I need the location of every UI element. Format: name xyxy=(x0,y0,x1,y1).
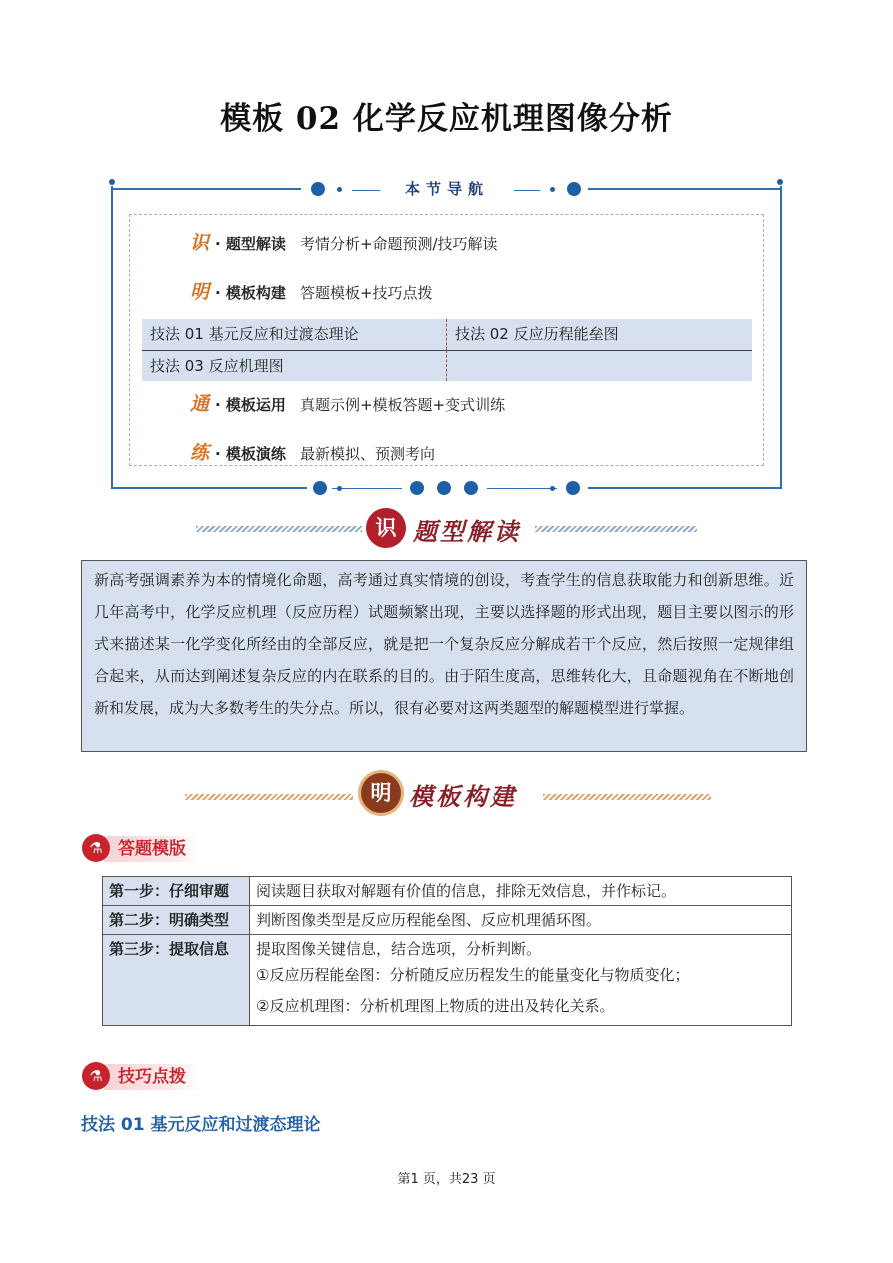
nav-bottom-rule-right xyxy=(487,488,557,489)
seal-icon: 明 xyxy=(361,773,401,813)
step-desc: 提取图像关键信息，结合选项，分析判断。 xyxy=(256,940,542,958)
nav-row-desc: 考情分析+命题预测/技巧解读 xyxy=(299,235,498,253)
banner-interpret xyxy=(0,504,893,552)
technique-item-02[interactable]: 技法 02 反应历程能垒图 xyxy=(447,319,752,350)
intro-text: 新高考强调素养为本的情境化命题，高考通过真实情境的创设，考查学生的信息获取能力和创新思维。近几年高考中，化学反应机理（反应历程）试题频繁出现，主要以选择题的形式出现，题目主要以图示的形式来描述某一化学变化所经由的全部反应，就是把一个复杂反应分解成若干个反应，然后按照一定规律组合起来，从而达到阐述复杂反应的内在联系的目的。由于陌生度高，思维转化大，且命题视角在不断地创新和发展，成为大多数考生的失分点。所以，很有必要对这两类题型的解题模型进行掌握。 xyxy=(94,571,794,717)
nav-heading: 本节导航 xyxy=(380,178,514,199)
nav-row-desc: 真题示例+模板答题+变式训练 xyxy=(299,396,506,414)
dot-icon xyxy=(550,486,555,491)
seal-icon: 识 xyxy=(366,508,406,548)
banner-stripe xyxy=(185,794,353,800)
nav-char: 通 xyxy=(190,393,210,415)
dot-icon xyxy=(437,481,451,495)
step-name: 第二步：明确类型 xyxy=(103,906,250,935)
nav-row-desc: 答题模板+技巧点拨 xyxy=(299,284,433,302)
corner-dot-icon xyxy=(777,179,783,185)
dot-icon xyxy=(313,481,327,495)
nav-row-desc: 最新模拟、预测考向 xyxy=(299,445,435,463)
banner-build xyxy=(0,768,893,816)
technique-item-01[interactable]: 技法 01 基元反应和过渡态理论 xyxy=(142,319,447,350)
nav-frame-top-left-line xyxy=(111,188,301,190)
nav-row-name: · 模板运用 xyxy=(215,396,286,414)
nav-frame-bottom-left-line xyxy=(111,487,307,489)
dot-icon xyxy=(410,481,424,495)
nav-bottom-rule-left xyxy=(332,488,402,489)
badge-label: 技巧点拨 xyxy=(104,1064,200,1090)
page-footer: 第1 页，共23 页 xyxy=(397,1172,496,1187)
nav-row-apply[interactable] xyxy=(190,389,505,416)
step-sub-line: ②反应机理图：分析机理图上物质的进出及转化关系。 xyxy=(256,997,615,1015)
nav-row-interpret[interactable] xyxy=(190,228,498,255)
intro-box xyxy=(81,560,807,752)
dot-icon xyxy=(464,481,478,495)
step-desc: 判断图像类型是反应历程能垒图、反应机理循环图。 xyxy=(250,906,792,935)
badge-label: 答题模版 xyxy=(104,836,200,862)
dot-icon xyxy=(337,486,342,491)
tips-badge xyxy=(82,1062,282,1092)
dot-icon xyxy=(311,182,325,196)
table-row xyxy=(103,877,792,906)
table-row xyxy=(103,906,792,935)
banner-stripe xyxy=(535,526,697,532)
dot-icon xyxy=(550,187,555,192)
nav-row-name: · 模板构建 xyxy=(215,284,286,302)
flask-icon: ⚗ xyxy=(82,1062,110,1090)
steps-table xyxy=(102,876,792,1026)
flask-icon: ⚗ xyxy=(82,834,110,862)
nav-row-practice[interactable] xyxy=(190,438,435,465)
step-name: 第一步：仔细审题 xyxy=(103,877,250,906)
banner-title: 题型解读 xyxy=(413,517,521,546)
corner-dot-icon xyxy=(109,179,115,185)
step-desc-group xyxy=(250,935,792,1026)
dot-icon xyxy=(566,481,580,495)
banner-title: 模板构建 xyxy=(409,782,517,811)
nav-frame-bottom-right-line xyxy=(588,487,782,489)
nav-char: 识 xyxy=(190,232,210,254)
answer-template-badge xyxy=(82,834,282,864)
page-title: 模板 02 化学反应机理图像分析 xyxy=(220,101,673,137)
dot-icon xyxy=(567,182,581,196)
banner-stripe xyxy=(543,794,711,800)
step-name: 第三步：提取信息 xyxy=(103,935,250,1026)
technique-grid xyxy=(142,319,752,381)
technique-01-heading: 技法 01 基元反应和过渡态理论 xyxy=(81,1115,321,1135)
nav-char: 练 xyxy=(190,442,210,464)
nav-row-name: · 模板演练 xyxy=(215,445,286,463)
nav-frame-top-right-line xyxy=(588,188,782,190)
nav-row-build[interactable] xyxy=(190,277,433,304)
technique-item-empty xyxy=(447,350,752,381)
banner-stripe xyxy=(196,526,362,532)
technique-item-03[interactable]: 技法 03 反应机理图 xyxy=(142,350,447,381)
nav-char: 明 xyxy=(190,281,210,303)
step-sub-line: ①反应历程能垒图：分析随反应历程发生的能量变化与物质变化； xyxy=(256,966,690,984)
dot-icon xyxy=(337,187,342,192)
step-desc: 阅读题目获取对解题有价值的信息，排除无效信息，并作标记。 xyxy=(250,877,792,906)
nav-row-name: · 题型解读 xyxy=(215,235,286,253)
table-row xyxy=(103,935,792,1026)
